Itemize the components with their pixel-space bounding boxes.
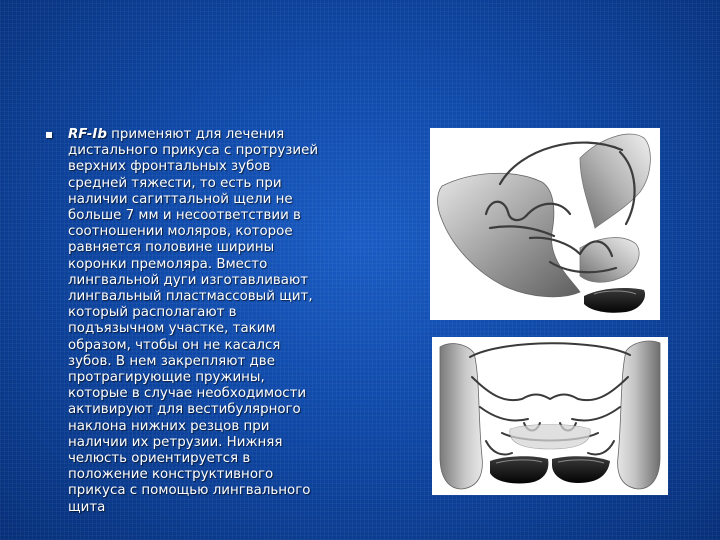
text-line: средней тяжести, то есть при (68, 175, 282, 191)
text-line: лингвальной дуги изготавливают (68, 272, 309, 288)
text-line: челюсть ориентируется в (68, 451, 251, 467)
text-line: образом, чтобы он не касался (68, 337, 281, 353)
appliance-illustration-top (430, 128, 660, 320)
text-line: подъязычном участке, таким (68, 321, 276, 337)
text-line: соотношении моляров, которое (68, 224, 293, 240)
text-line: дистального прикуса с протрузией (68, 143, 319, 159)
text-line: зубов. В нем закрепляют две (68, 353, 275, 369)
text-line: которые в случае необходимости (68, 386, 307, 402)
appliance-illustration-bottom (432, 337, 668, 495)
appliance-photo-top (430, 128, 660, 320)
paragraph (68, 127, 376, 516)
text-line: положение конструктивного (68, 467, 274, 483)
text-line: прикуса с помощью лингвального (68, 483, 311, 499)
text-line: коронки премоляра. Вместо (68, 256, 268, 272)
text-line: верхних фронтальных зубов (68, 159, 271, 175)
text-line-part: применяют для лечения (106, 127, 285, 142)
text-line: лингвальный пластмассовый щит, (68, 289, 313, 305)
appliance-name: RF-Ib (68, 127, 107, 142)
text-line: протрагирующие пружины, (68, 370, 265, 386)
body-text (46, 127, 376, 516)
text-line: равняется половине ширины (68, 240, 275, 256)
text-line: наличии их ретрузии. Нижняя (68, 434, 283, 450)
text-line: щита (68, 499, 106, 515)
text-line: активируют для вестибулярного (68, 402, 301, 418)
text-line: который располагают в (68, 305, 237, 321)
appliance-photo-bottom (432, 337, 668, 495)
bullet-square-icon (46, 132, 52, 138)
text-line: больше 7 мм и несоответствии в (68, 208, 301, 224)
text-line: наличии сагиттальной щели не (68, 191, 293, 207)
text-line: наклона нижних резцов при (68, 418, 270, 434)
text-line (68, 127, 376, 143)
